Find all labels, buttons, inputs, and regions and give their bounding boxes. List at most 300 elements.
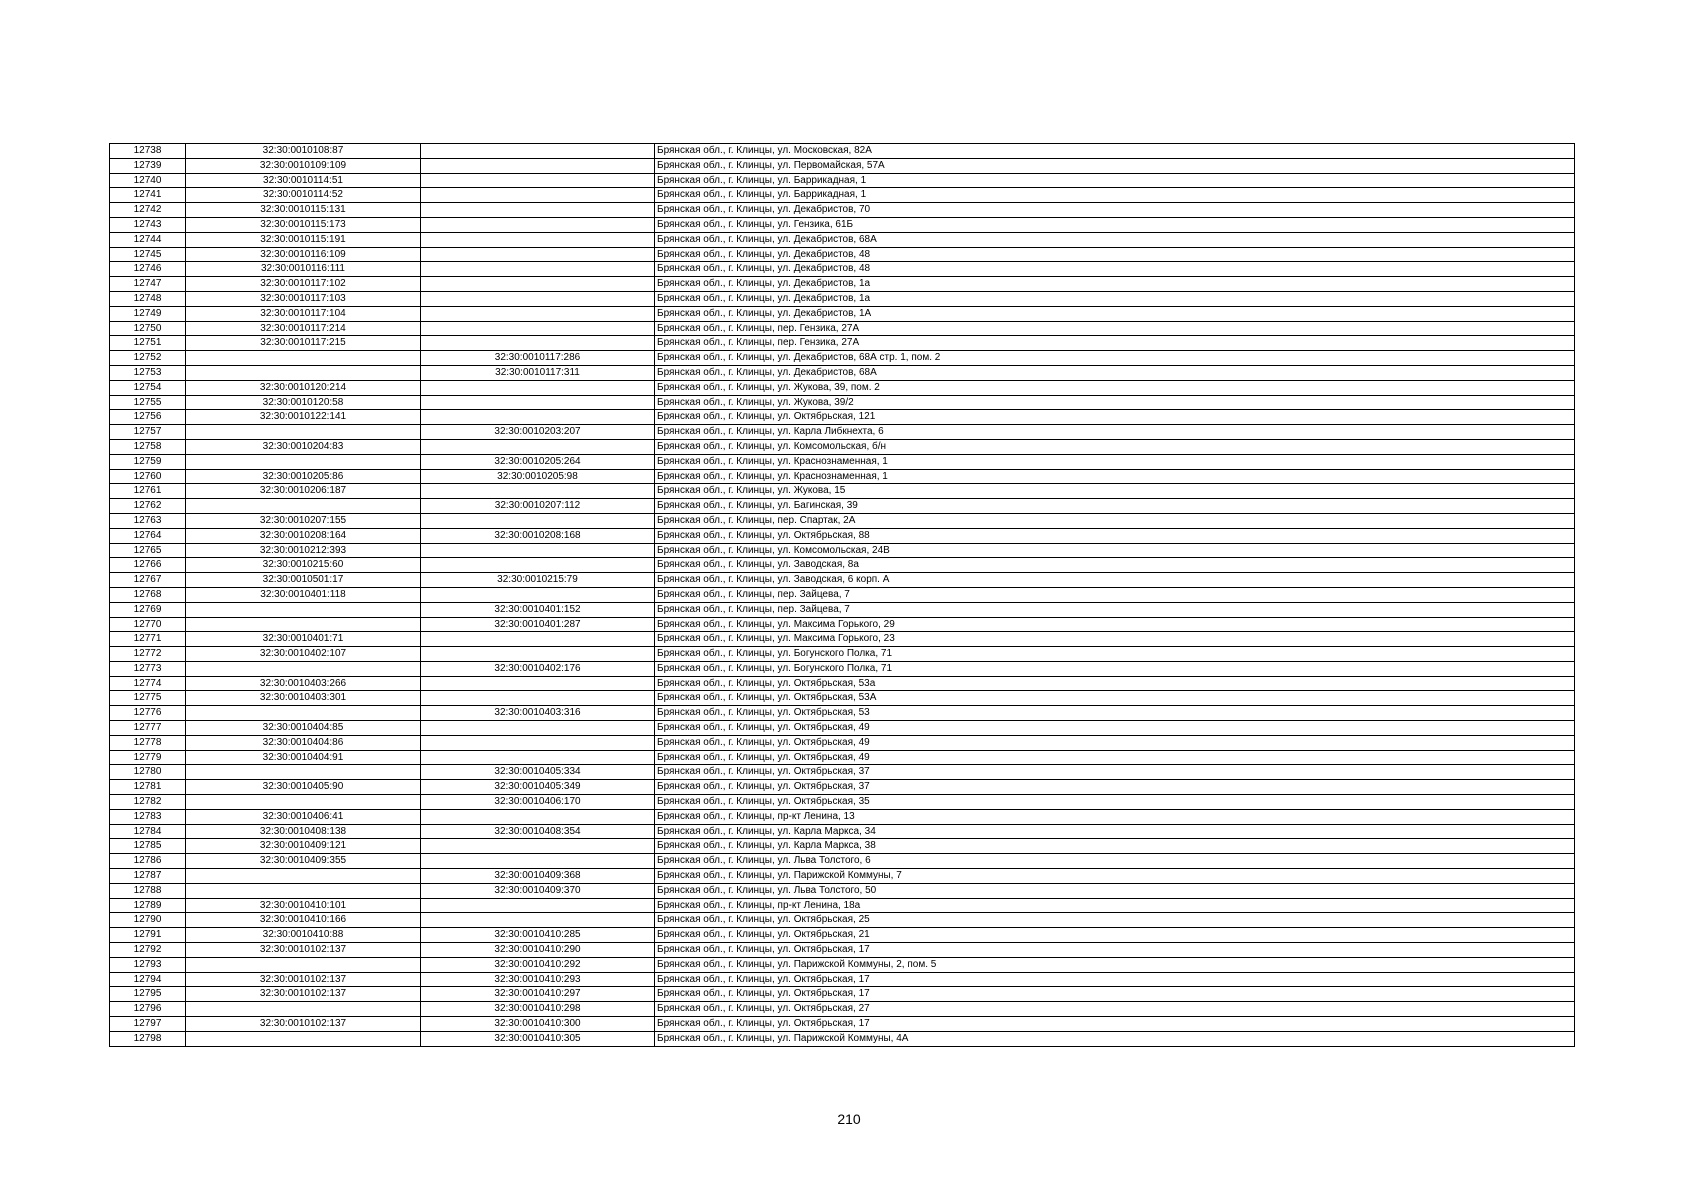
cadastral-number-2-cell: 32:30:0010117:311 bbox=[421, 365, 655, 380]
cadastral-number-2-cell bbox=[421, 676, 655, 691]
address-cell: Брянская обл., г. Клинцы, ул. Декабристов, 1А bbox=[655, 306, 1575, 321]
row-number-cell: 12763 bbox=[110, 513, 186, 528]
row-number-cell: 12752 bbox=[110, 351, 186, 366]
table-row bbox=[110, 943, 1575, 958]
cadastral-number-1-cell: 32:30:0010120:214 bbox=[186, 380, 421, 395]
address-cell: Брянская обл., г. Клинцы, ул. Октябрьская, 121 bbox=[655, 410, 1575, 425]
cadastral-number-2-cell: 32:30:0010405:334 bbox=[421, 765, 655, 780]
address-cell: Брянская обл., г. Клинцы, ул. Максима Горького, 29 bbox=[655, 617, 1575, 632]
table-row bbox=[110, 306, 1575, 321]
cadastral-number-2-cell bbox=[421, 854, 655, 869]
row-number-cell: 12764 bbox=[110, 528, 186, 543]
cadastral-number-2-cell bbox=[421, 217, 655, 232]
cadastral-number-2-cell: 32:30:0010215:79 bbox=[421, 573, 655, 588]
address-cell: Брянская обл., г. Клинцы, ул. Октябрьская, 53 bbox=[655, 706, 1575, 721]
cadastral-number-2-cell bbox=[421, 262, 655, 277]
address-cell: Брянская обл., г. Клинцы, ул. Декабристов, 68А стр. 1, пом. 2 bbox=[655, 351, 1575, 366]
cadastral-number-1-cell: 32:30:0010410:101 bbox=[186, 898, 421, 913]
cadastral-number-2-cell bbox=[421, 587, 655, 602]
address-cell: Брянская обл., г. Клинцы, ул. Заводская, 6 корп. А bbox=[655, 573, 1575, 588]
address-cell: Брянская обл., г. Клинцы, ул. Октябрьская, 17 bbox=[655, 987, 1575, 1002]
row-number-cell: 12780 bbox=[110, 765, 186, 780]
cadastral-number-2-cell bbox=[421, 839, 655, 854]
address-cell: Брянская обл., г. Клинцы, ул. Декабристов, 1а bbox=[655, 291, 1575, 306]
address-cell: Брянская обл., г. Клинцы, ул. Максима Горького, 23 bbox=[655, 632, 1575, 647]
row-number-cell: 12793 bbox=[110, 957, 186, 972]
cadastral-number-1-cell: 32:30:0010409:121 bbox=[186, 839, 421, 854]
cadastral-number-2-cell bbox=[421, 203, 655, 218]
cadastral-number-1-cell bbox=[186, 957, 421, 972]
cadastral-number-2-cell: 32:30:0010205:98 bbox=[421, 469, 655, 484]
table-row bbox=[110, 1002, 1575, 1017]
cadastral-number-1-cell bbox=[186, 499, 421, 514]
table-row bbox=[110, 543, 1575, 558]
cadastral-number-2-cell bbox=[421, 291, 655, 306]
cadastral-number-1-cell: 32:30:0010204:83 bbox=[186, 439, 421, 454]
row-number-cell: 12776 bbox=[110, 706, 186, 721]
cadastral-number-1-cell: 32:30:0010205:86 bbox=[186, 469, 421, 484]
table-row bbox=[110, 987, 1575, 1002]
row-number-cell: 12782 bbox=[110, 795, 186, 810]
address-cell: Брянская обл., г. Клинцы, ул. Карла Либкнехта, 6 bbox=[655, 425, 1575, 440]
row-number-cell: 12768 bbox=[110, 587, 186, 602]
row-number-cell: 12766 bbox=[110, 558, 186, 573]
row-number-cell: 12740 bbox=[110, 173, 186, 188]
cadastral-number-2-cell bbox=[421, 632, 655, 647]
cadastral-number-2-cell bbox=[421, 809, 655, 824]
row-number-cell: 12762 bbox=[110, 499, 186, 514]
table-row bbox=[110, 203, 1575, 218]
address-cell: Брянская обл., г. Клинцы, ул. Парижской Коммуны, 4А bbox=[655, 1031, 1575, 1046]
row-number-cell: 12788 bbox=[110, 883, 186, 898]
cadastral-number-1-cell: 32:30:0010206:187 bbox=[186, 484, 421, 499]
cadastral-number-1-cell bbox=[186, 1031, 421, 1046]
cadastral-number-2-cell bbox=[421, 558, 655, 573]
cadastral-number-1-cell bbox=[186, 883, 421, 898]
cadastral-number-1-cell bbox=[186, 765, 421, 780]
table-row bbox=[110, 262, 1575, 277]
table-row bbox=[110, 188, 1575, 203]
table-row bbox=[110, 735, 1575, 750]
row-number-cell: 12784 bbox=[110, 824, 186, 839]
row-number-cell: 12785 bbox=[110, 839, 186, 854]
table-row bbox=[110, 425, 1575, 440]
cadastral-number-2-cell bbox=[421, 321, 655, 336]
address-cell: Брянская обл., г. Клинцы, ул. Октябрьская, 49 bbox=[655, 735, 1575, 750]
cadastral-number-2-cell bbox=[421, 173, 655, 188]
address-cell: Брянская обл., г. Клинцы, ул. Декабристов, 68А bbox=[655, 365, 1575, 380]
table-row bbox=[110, 780, 1575, 795]
table-row bbox=[110, 247, 1575, 262]
cadastral-number-1-cell: 32:30:0010404:86 bbox=[186, 735, 421, 750]
row-number-cell: 12777 bbox=[110, 721, 186, 736]
row-number-cell: 12796 bbox=[110, 1002, 186, 1017]
address-cell: Брянская обл., г. Клинцы, пр-кт Ленина, 18а bbox=[655, 898, 1575, 913]
address-cell: Брянская обл., г. Клинцы, ул. Карла Маркса, 38 bbox=[655, 839, 1575, 854]
address-cell: Брянская обл., г. Клинцы, ул. Первомайская, 57А bbox=[655, 158, 1575, 173]
address-cell: Брянская обл., г. Клинцы, ул. Богунского Полка, 71 bbox=[655, 661, 1575, 676]
row-number-cell: 12743 bbox=[110, 217, 186, 232]
table-row bbox=[110, 721, 1575, 736]
table-row bbox=[110, 898, 1575, 913]
table-row bbox=[110, 824, 1575, 839]
address-cell: Брянская обл., г. Клинцы, пер. Гензика, 27А bbox=[655, 321, 1575, 336]
table-row bbox=[110, 173, 1575, 188]
page-number: 210 bbox=[837, 1111, 861, 1127]
table-row bbox=[110, 765, 1575, 780]
row-number-cell: 12756 bbox=[110, 410, 186, 425]
cadastral-number-2-cell bbox=[421, 232, 655, 247]
row-number-cell: 12795 bbox=[110, 987, 186, 1002]
cadastral-number-1-cell bbox=[186, 706, 421, 721]
row-number-cell: 12753 bbox=[110, 365, 186, 380]
table-row bbox=[110, 972, 1575, 987]
row-number-cell: 12754 bbox=[110, 380, 186, 395]
cadastral-number-1-cell: 32:30:0010410:88 bbox=[186, 928, 421, 943]
row-number-cell: 12755 bbox=[110, 395, 186, 410]
row-number-cell: 12759 bbox=[110, 454, 186, 469]
row-number-cell: 12778 bbox=[110, 735, 186, 750]
cadastral-number-2-cell: 32:30:0010203:207 bbox=[421, 425, 655, 440]
address-cell: Брянская обл., г. Клинцы, ул. Декабристов, 68А bbox=[655, 232, 1575, 247]
cadastral-number-1-cell: 32:30:0010401:118 bbox=[186, 587, 421, 602]
address-cell: Брянская обл., г. Клинцы, пер. Зайцева, 7 bbox=[655, 587, 1575, 602]
row-number-cell: 12774 bbox=[110, 676, 186, 691]
row-number-cell: 12765 bbox=[110, 543, 186, 558]
cadastral-number-2-cell: 32:30:0010117:286 bbox=[421, 351, 655, 366]
cadastral-number-2-cell bbox=[421, 721, 655, 736]
cadastral-number-2-cell bbox=[421, 543, 655, 558]
table-row bbox=[110, 365, 1575, 380]
row-number-cell: 12790 bbox=[110, 913, 186, 928]
table-row bbox=[110, 602, 1575, 617]
row-number-cell: 12744 bbox=[110, 232, 186, 247]
table-row bbox=[110, 883, 1575, 898]
table-row bbox=[110, 232, 1575, 247]
address-cell: Брянская обл., г. Клинцы, ул. Жукова, 39, пом. 2 bbox=[655, 380, 1575, 395]
cadastral-number-2-cell bbox=[421, 395, 655, 410]
table-row bbox=[110, 839, 1575, 854]
row-number-cell: 12761 bbox=[110, 484, 186, 499]
cadastral-number-1-cell: 32:30:0010404:85 bbox=[186, 721, 421, 736]
table-row bbox=[110, 1031, 1575, 1046]
cadastral-number-1-cell: 32:30:0010207:155 bbox=[186, 513, 421, 528]
address-cell: Брянская обл., г. Клинцы, ул. Багинская, 39 bbox=[655, 499, 1575, 514]
cadastral-number-1-cell: 32:30:0010116:111 bbox=[186, 262, 421, 277]
cadastral-number-1-cell: 32:30:0010109:109 bbox=[186, 158, 421, 173]
table-row bbox=[110, 632, 1575, 647]
address-cell: Брянская обл., г. Клинцы, ул. Жукова, 39/2 bbox=[655, 395, 1575, 410]
cadastral-number-2-cell: 32:30:0010405:349 bbox=[421, 780, 655, 795]
cadastral-number-1-cell: 32:30:0010401:71 bbox=[186, 632, 421, 647]
cadastral-number-2-cell: 32:30:0010410:305 bbox=[421, 1031, 655, 1046]
table-row bbox=[110, 617, 1575, 632]
cadastral-number-2-cell: 32:30:0010410:297 bbox=[421, 987, 655, 1002]
table-row bbox=[110, 928, 1575, 943]
row-number-cell: 12749 bbox=[110, 306, 186, 321]
table-row bbox=[110, 691, 1575, 706]
cadastral-number-2-cell: 32:30:0010409:370 bbox=[421, 883, 655, 898]
cadastral-number-2-cell: 32:30:0010207:112 bbox=[421, 499, 655, 514]
cadastral-number-1-cell bbox=[186, 795, 421, 810]
address-cell: Брянская обл., г. Клинцы, ул. Октябрьская, 17 bbox=[655, 972, 1575, 987]
cadastral-number-1-cell bbox=[186, 661, 421, 676]
cadastral-number-2-cell: 32:30:0010205:264 bbox=[421, 454, 655, 469]
row-number-cell: 12792 bbox=[110, 943, 186, 958]
address-cell: Брянская обл., г. Клинцы, ул. Карла Маркса, 34 bbox=[655, 824, 1575, 839]
address-cell: Брянская обл., г. Клинцы, ул. Декабристов, 70 bbox=[655, 203, 1575, 218]
cadastral-number-2-cell bbox=[421, 188, 655, 203]
cadastral-number-2-cell bbox=[421, 735, 655, 750]
cadastral-number-1-cell: 32:30:0010117:104 bbox=[186, 306, 421, 321]
table-row bbox=[110, 661, 1575, 676]
cadastral-number-2-cell bbox=[421, 484, 655, 499]
cadastral-number-1-cell: 32:30:0010406:41 bbox=[186, 809, 421, 824]
address-cell: Брянская обл., г. Клинцы, ул. Баррикадная, 1 bbox=[655, 188, 1575, 203]
cadastral-number-1-cell: 32:30:0010115:173 bbox=[186, 217, 421, 232]
address-cell: Брянская обл., г. Клинцы, ул. Московская, 82А bbox=[655, 144, 1575, 159]
address-cell: Брянская обл., г. Клинцы, ул. Жукова, 15 bbox=[655, 484, 1575, 499]
table-row bbox=[110, 217, 1575, 232]
table-row bbox=[110, 499, 1575, 514]
table-row bbox=[110, 809, 1575, 824]
address-cell: Брянская обл., г. Клинцы, ул. Октябрьская, 49 bbox=[655, 750, 1575, 765]
table-row bbox=[110, 869, 1575, 884]
cadastral-number-2-cell bbox=[421, 647, 655, 662]
cadastral-number-1-cell: 32:30:0010212:393 bbox=[186, 543, 421, 558]
cadastral-number-2-cell bbox=[421, 513, 655, 528]
cadastral-number-1-cell bbox=[186, 617, 421, 632]
cadastral-number-2-cell bbox=[421, 336, 655, 351]
row-number-cell: 12738 bbox=[110, 144, 186, 159]
address-cell: Брянская обл., г. Клинцы, ул. Октябрьская, 88 bbox=[655, 528, 1575, 543]
table-row bbox=[110, 158, 1575, 173]
address-cell: Брянская обл., г. Клинцы, ул. Октябрьская, 37 bbox=[655, 765, 1575, 780]
row-number-cell: 12742 bbox=[110, 203, 186, 218]
row-number-cell: 12773 bbox=[110, 661, 186, 676]
table-row bbox=[110, 291, 1575, 306]
cadastral-table bbox=[109, 143, 1575, 1047]
cadastral-number-1-cell: 32:30:0010404:91 bbox=[186, 750, 421, 765]
table-row bbox=[110, 957, 1575, 972]
cadastral-number-2-cell: 32:30:0010410:285 bbox=[421, 928, 655, 943]
row-number-cell: 12797 bbox=[110, 1017, 186, 1032]
address-cell: Брянская обл., г. Клинцы, пер. Гензика, 27А bbox=[655, 336, 1575, 351]
cadastral-number-1-cell: 32:30:0010403:301 bbox=[186, 691, 421, 706]
table-row bbox=[110, 676, 1575, 691]
table-row bbox=[110, 395, 1575, 410]
address-cell: Брянская обл., г. Клинцы, ул. Парижской Коммуны, 7 bbox=[655, 869, 1575, 884]
cadastral-number-2-cell: 32:30:0010409:368 bbox=[421, 869, 655, 884]
table-row bbox=[110, 854, 1575, 869]
cadastral-number-1-cell: 32:30:0010115:131 bbox=[186, 203, 421, 218]
address-cell: Брянская обл., г. Клинцы, ул. Декабристов, 48 bbox=[655, 247, 1575, 262]
cadastral-number-1-cell bbox=[186, 1002, 421, 1017]
table-row bbox=[110, 558, 1575, 573]
cadastral-number-1-cell: 32:30:0010120:58 bbox=[186, 395, 421, 410]
table-row bbox=[110, 410, 1575, 425]
cadastral-number-1-cell: 32:30:0010501:17 bbox=[186, 573, 421, 588]
row-number-cell: 12747 bbox=[110, 277, 186, 292]
cadastral-number-1-cell bbox=[186, 869, 421, 884]
cadastral-number-1-cell bbox=[186, 454, 421, 469]
table-row bbox=[110, 706, 1575, 721]
cadastral-number-2-cell: 32:30:0010208:168 bbox=[421, 528, 655, 543]
cadastral-number-1-cell: 32:30:0010108:87 bbox=[186, 144, 421, 159]
address-cell: Брянская обл., г. Клинцы, ул. Октябрьская, 17 bbox=[655, 1017, 1575, 1032]
table-row bbox=[110, 587, 1575, 602]
row-number-cell: 12781 bbox=[110, 780, 186, 795]
table-row bbox=[110, 528, 1575, 543]
cadastral-number-2-cell bbox=[421, 158, 655, 173]
cadastral-number-1-cell: 32:30:0010102:137 bbox=[186, 972, 421, 987]
cadastral-number-2-cell bbox=[421, 306, 655, 321]
cadastral-number-1-cell: 32:30:0010117:102 bbox=[186, 277, 421, 292]
cadastral-number-2-cell: 32:30:0010402:176 bbox=[421, 661, 655, 676]
cadastral-number-2-cell bbox=[421, 691, 655, 706]
address-cell: Брянская обл., г. Клинцы, ул. Баррикадная, 1 bbox=[655, 173, 1575, 188]
cadastral-number-2-cell: 32:30:0010401:287 bbox=[421, 617, 655, 632]
cadastral-number-2-cell: 32:30:0010410:293 bbox=[421, 972, 655, 987]
table-row bbox=[110, 439, 1575, 454]
cadastral-number-2-cell bbox=[421, 380, 655, 395]
cadastral-number-1-cell: 32:30:0010114:52 bbox=[186, 188, 421, 203]
address-cell: Брянская обл., г. Клинцы, ул. Комсомольская, б/н bbox=[655, 439, 1575, 454]
row-number-cell: 12798 bbox=[110, 1031, 186, 1046]
cadastral-number-2-cell: 32:30:0010410:290 bbox=[421, 943, 655, 958]
address-cell: Брянская обл., г. Клинцы, ул. Октябрьская, 21 bbox=[655, 928, 1575, 943]
table-row bbox=[110, 795, 1575, 810]
row-number-cell: 12775 bbox=[110, 691, 186, 706]
cadastral-number-1-cell: 32:30:0010402:107 bbox=[186, 647, 421, 662]
cadastral-number-1-cell: 32:30:0010114:51 bbox=[186, 173, 421, 188]
address-cell: Брянская обл., г. Клинцы, пр-кт Ленина, 13 bbox=[655, 809, 1575, 824]
address-cell: Брянская обл., г. Клинцы, ул. Комсомольская, 24В bbox=[655, 543, 1575, 558]
address-cell: Брянская обл., г. Клинцы, ул. Краснознаменная, 1 bbox=[655, 454, 1575, 469]
cadastral-number-1-cell: 32:30:0010117:214 bbox=[186, 321, 421, 336]
cadastral-number-2-cell: 32:30:0010408:354 bbox=[421, 824, 655, 839]
cadastral-number-2-cell: 32:30:0010410:300 bbox=[421, 1017, 655, 1032]
address-cell: Брянская обл., г. Клинцы, ул. Октябрьская, 53А bbox=[655, 691, 1575, 706]
address-cell: Брянская обл., г. Клинцы, ул. Богунского Полка, 71 bbox=[655, 647, 1575, 662]
table-row bbox=[110, 484, 1575, 499]
cadastral-number-1-cell: 32:30:0010409:355 bbox=[186, 854, 421, 869]
address-cell: Брянская обл., г. Клинцы, ул. Октябрьская, 53а bbox=[655, 676, 1575, 691]
address-cell: Брянская обл., г. Клинцы, ул. Заводская, 8а bbox=[655, 558, 1575, 573]
table-row bbox=[110, 336, 1575, 351]
address-cell: Брянская обл., г. Клинцы, ул. Октябрьская, 37 bbox=[655, 780, 1575, 795]
address-cell: Брянская обл., г. Клинцы, пер. Зайцева, 7 bbox=[655, 602, 1575, 617]
cadastral-number-2-cell: 32:30:0010410:298 bbox=[421, 1002, 655, 1017]
cadastral-number-1-cell: 32:30:0010405:90 bbox=[186, 780, 421, 795]
table-row bbox=[110, 351, 1575, 366]
address-cell: Брянская обл., г. Клинцы, ул. Октябрьская, 49 bbox=[655, 721, 1575, 736]
row-number-cell: 12757 bbox=[110, 425, 186, 440]
cadastral-number-1-cell: 32:30:0010102:137 bbox=[186, 1017, 421, 1032]
address-cell: Брянская обл., г. Клинцы, ул. Октябрьская, 25 bbox=[655, 913, 1575, 928]
cadastral-number-1-cell: 32:30:0010122:141 bbox=[186, 410, 421, 425]
cadastral-number-2-cell: 32:30:0010401:152 bbox=[421, 602, 655, 617]
table-row bbox=[110, 380, 1575, 395]
table-row bbox=[110, 454, 1575, 469]
row-number-cell: 12758 bbox=[110, 439, 186, 454]
table-row bbox=[110, 469, 1575, 484]
table-row bbox=[110, 144, 1575, 159]
address-cell: Брянская обл., г. Клинцы, ул. Гензика, 61Б bbox=[655, 217, 1575, 232]
row-number-cell: 12783 bbox=[110, 809, 186, 824]
cadastral-number-2-cell bbox=[421, 750, 655, 765]
cadastral-number-2-cell: 32:30:0010410:292 bbox=[421, 957, 655, 972]
table-row bbox=[110, 321, 1575, 336]
row-number-cell: 12772 bbox=[110, 647, 186, 662]
cadastral-number-1-cell: 32:30:0010117:215 bbox=[186, 336, 421, 351]
cadastral-number-2-cell bbox=[421, 277, 655, 292]
table-row bbox=[110, 1017, 1575, 1032]
row-number-cell: 12750 bbox=[110, 321, 186, 336]
table-row bbox=[110, 913, 1575, 928]
row-number-cell: 12751 bbox=[110, 336, 186, 351]
address-cell: Брянская обл., г. Клинцы, ул. Краснознаменная, 1 bbox=[655, 469, 1575, 484]
cadastral-number-1-cell: 32:30:0010102:137 bbox=[186, 943, 421, 958]
cadastral-number-2-cell bbox=[421, 898, 655, 913]
cadastral-number-2-cell bbox=[421, 247, 655, 262]
row-number-cell: 12791 bbox=[110, 928, 186, 943]
address-cell: Брянская обл., г. Клинцы, ул. Октябрьская, 17 bbox=[655, 943, 1575, 958]
cadastral-number-1-cell: 32:30:0010116:109 bbox=[186, 247, 421, 262]
row-number-cell: 12779 bbox=[110, 750, 186, 765]
address-cell: Брянская обл., г. Клинцы, ул. Декабристов, 1а bbox=[655, 277, 1575, 292]
cadastral-number-1-cell bbox=[186, 351, 421, 366]
row-number-cell: 12746 bbox=[110, 262, 186, 277]
row-number-cell: 12794 bbox=[110, 972, 186, 987]
row-number-cell: 12770 bbox=[110, 617, 186, 632]
row-number-cell: 12748 bbox=[110, 291, 186, 306]
cadastral-number-1-cell: 32:30:0010410:166 bbox=[186, 913, 421, 928]
cadastral-number-1-cell: 32:30:0010115:191 bbox=[186, 232, 421, 247]
cadastral-number-1-cell: 32:30:0010208:164 bbox=[186, 528, 421, 543]
cadastral-number-1-cell bbox=[186, 365, 421, 380]
table-row bbox=[110, 573, 1575, 588]
row-number-cell: 12760 bbox=[110, 469, 186, 484]
address-cell: Брянская обл., г. Клинцы, ул. Октябрьская, 27 bbox=[655, 1002, 1575, 1017]
cadastral-number-2-cell bbox=[421, 144, 655, 159]
cadastral-number-1-cell: 32:30:0010117:103 bbox=[186, 291, 421, 306]
address-cell: Брянская обл., г. Клинцы, ул. Октябрьская, 35 bbox=[655, 795, 1575, 810]
cadastral-number-1-cell: 32:30:0010102:137 bbox=[186, 987, 421, 1002]
row-number-cell: 12739 bbox=[110, 158, 186, 173]
cadastral-number-1-cell: 32:30:0010408:138 bbox=[186, 824, 421, 839]
row-number-cell: 12767 bbox=[110, 573, 186, 588]
cadastral-number-1-cell: 32:30:0010403:266 bbox=[186, 676, 421, 691]
row-number-cell: 12745 bbox=[110, 247, 186, 262]
table-row bbox=[110, 513, 1575, 528]
row-number-cell: 12769 bbox=[110, 602, 186, 617]
address-cell: Брянская обл., г. Клинцы, ул. Льва Толстого, 6 bbox=[655, 854, 1575, 869]
address-cell: Брянская обл., г. Клинцы, ул. Декабристов, 48 bbox=[655, 262, 1575, 277]
table-row bbox=[110, 647, 1575, 662]
row-number-cell: 12771 bbox=[110, 632, 186, 647]
address-cell: Брянская обл., г. Клинцы, ул. Парижской Коммуны, 2, пом. 5 bbox=[655, 957, 1575, 972]
row-number-cell: 12786 bbox=[110, 854, 186, 869]
cadastral-number-2-cell bbox=[421, 913, 655, 928]
cadastral-number-2-cell bbox=[421, 410, 655, 425]
table-row bbox=[110, 750, 1575, 765]
cadastral-number-1-cell bbox=[186, 602, 421, 617]
table-row bbox=[110, 277, 1575, 292]
cadastral-number-1-cell: 32:30:0010215:60 bbox=[186, 558, 421, 573]
cadastral-number-2-cell bbox=[421, 439, 655, 454]
row-number-cell: 12787 bbox=[110, 869, 186, 884]
